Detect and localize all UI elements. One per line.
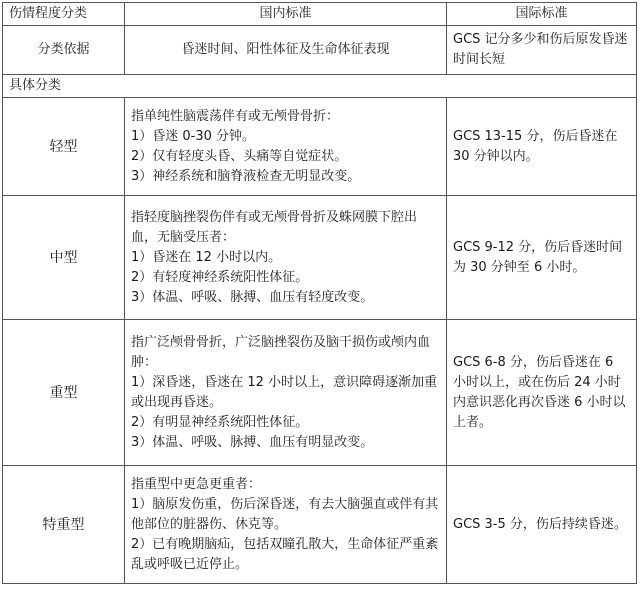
list-item: 1）昏迷 0-30 分钟。 <box>131 128 256 144</box>
domestic-cell <box>125 466 447 584</box>
international-cell: GCS 3-5 分，伤后持续昏迷。 <box>447 466 637 584</box>
table-row <box>3 466 637 584</box>
header-cell-domestic: 国内标准 <box>125 3 447 26</box>
list-item: 指轻度脑挫裂伤伴有或无颅骨骨折及蛛网膜下腔出血，无脑受压者： <box>131 209 418 245</box>
list-item: 指单纯性脑震荡伴有或无颅骨骨折： <box>131 108 340 124</box>
header-row <box>3 3 637 26</box>
header-cell-category: 伤情程度分类 <box>3 3 125 26</box>
header-cell-international: 国际标准 <box>447 3 637 26</box>
list-item: 2）仅有轻度头昏、头痛等自觉症状。 <box>131 148 348 164</box>
list-item: 1）深昏迷，昏迷在 12 小时以上，意识障碍逐渐加重或出现再昏迷。 <box>131 374 438 410</box>
list-item: 指重型中更急更重者： <box>131 476 262 492</box>
basis-label: 分类依据 <box>3 26 125 75</box>
domestic-cell <box>125 320 447 466</box>
international-cell: GCS 9-12 分，伤后昏迷时间为 30 分钟至 6 小时。 <box>447 196 637 320</box>
list-item: 2）已有晚期脑疝，包括双瞳孔散大，生命体征严重紊乱或呼吸已近停止。 <box>131 536 439 572</box>
table-row <box>3 196 637 320</box>
list-item: 3）体温、呼吸、脉搏、血压有明显改变。 <box>131 434 374 450</box>
list-item: 3）体温、呼吸、脉搏、血压有轻度改变。 <box>131 289 374 305</box>
list-item: 2）有轻度神经系统阳性体征。 <box>131 269 309 285</box>
list-item: 指广泛颅骨骨折，广泛脑挫裂伤及脑干损伤或颅内血肿： <box>131 334 431 370</box>
domestic-cell <box>125 196 447 320</box>
international-cell: GCS 6-8 分，伤后昏迷在 6 小时以上，或在伤后 24 小时内意识恶化再次昏迷 6 小时以上者。 <box>447 320 637 466</box>
category-cell: 轻型 <box>3 98 125 196</box>
list-item: 3）神经系统和脑脊液检查无明显改变。 <box>131 168 361 184</box>
category-cell: 中型 <box>3 196 125 320</box>
list-item: 2）有明显神经系统阳性体征。 <box>131 414 309 430</box>
list-item: 1）昏迷在 12 小时以内。 <box>131 249 282 265</box>
table-row <box>3 320 637 466</box>
basis-row <box>3 26 637 75</box>
subheading-row <box>3 75 637 98</box>
international-cell: GCS 13-15 分，伤后昏迷在 30 分钟以内。 <box>447 98 637 196</box>
subheading-cell: 具体分类 <box>3 75 637 98</box>
category-cell: 重型 <box>3 320 125 466</box>
list-item: 1）脑原发伤重，伤后深昏迷，有去大脑强直或伴有其他部位的脏器伤、休克等。 <box>131 496 439 532</box>
category-cell: 特重型 <box>3 466 125 584</box>
injury-classification-table <box>2 2 637 584</box>
basis-domestic: 昏迷时间、阳性体征及生命体征表现 <box>125 26 447 75</box>
table-row <box>3 98 637 196</box>
domestic-cell <box>125 98 447 196</box>
basis-international: GCS 记分多少和伤后原发昏迷时间长短 <box>447 26 637 75</box>
